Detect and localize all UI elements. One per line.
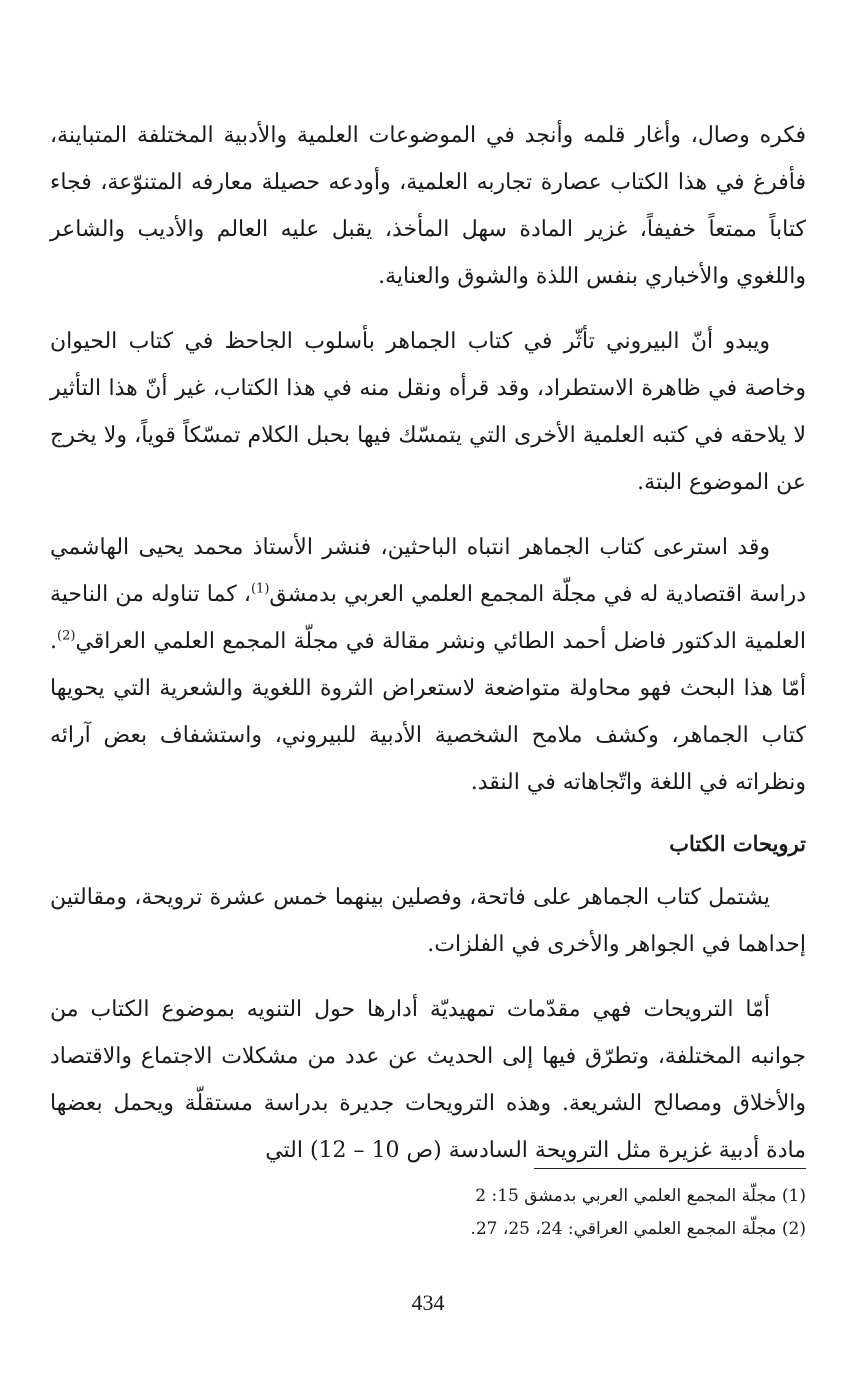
paragraph-4: يشتمل كتاب الجماهر على فاتحة، وفصلين بينهما خمس عشرة ترويحة، ومقالتين إحداهما في الجواهر والأخرى في الفلزات. <box>50 885 806 957</box>
paragraph-5: أمّا الترويحات فهي مقدّمات تمهيديّة أدارها حول التنويه بموضوع الكتاب من جوانبه المختلفة، وتطرّق فيها إلى الحديث عن عدد من مشكلات الاجتماع والاقتصاد والأخلاق ومصالح الشريعة. وهذه الترويحات جديرة بدراسة مستقلّة ويحمل بعضها مادة أدبية غزيرة مثل الترويحة السادسة (ص 10 – 12) التي <box>50 997 806 1163</box>
footnote-2: (2) مجلّة المجمع العلمي العراقي: 24، 25، 27. <box>470 1219 806 1239</box>
paragraph-1: فكره وصال، وأغار قلمه وأنجد في الموضوعات العلمية والأدبية المختلفة المتباينة، فأفرغ في هذا الكتاب عصارة تجاربه العلمية، وأودعه حصيلة معارفه المتنوّعة، فجاء كتاباً ممتعاً خفيفاً، غزير المادة سهل المأخذ، يقبل عليه العالم والأديب والشاعر واللغوي والأخباري بنفس اللذة والشوق والعناية. <box>50 123 806 289</box>
footnote-1: (1) مجلّة المجمع العلمي العربي بدمشق 15: 2 <box>475 1186 806 1206</box>
footnote-ref-2: (2) <box>57 628 76 644</box>
paragraph-3-part-3: . أمّا هذا البحث فهو محاولة متواضعة لاستعراض الثروة اللغوية والشعرية التي يحويها كتاب الجماهر، وكشف ملامح الشخصية الأدبية للبيروني، واستشفاف بعض آرائه ونظراته في اللغة واتّجاهاته في النقد. <box>50 629 806 795</box>
body-text <box>50 112 806 1192</box>
footnote-ref-1: (1) <box>250 581 270 597</box>
footnotes <box>50 1180 806 1246</box>
footnote-divider <box>534 1168 806 1169</box>
paragraph-3 <box>50 524 806 806</box>
page-number: 434 <box>411 1290 445 1315</box>
paragraph-3-part-1: وقد استرعى كتاب الجماهر انتباه الباحثين، فنشر الأستاذ محمد يحيى الهاشمي دراسة اقتصادية له في مجلّة المجمع العلمي العربي بدمشق <box>50 535 806 607</box>
paragraph-2: ويبدو أنّ البيروني تأثّر في كتاب الجماهر بأسلوب الجاحظ في كتاب الحيوان وخاصة في ظاهرة الاستطراد، وقد قرأه ونقل منه في هذا الكتاب، غير أنّ هذا التأثير لا يلاحقه في كتبه العلمية الأخرى التي يتمسّك فيها بحبل الكلام تمسّكاً قوياً، ولا يخرج عن الموضوع البتة. <box>50 329 806 495</box>
section-heading: ترويحات الكتاب <box>669 831 806 856</box>
paragraph-3-part-2: ، كما تناوله من الناحية العلمية الدكتور فاضل أحمد الطائي ونشر مقالة في مجلّة المجمع العلمي العراقي <box>50 582 806 654</box>
